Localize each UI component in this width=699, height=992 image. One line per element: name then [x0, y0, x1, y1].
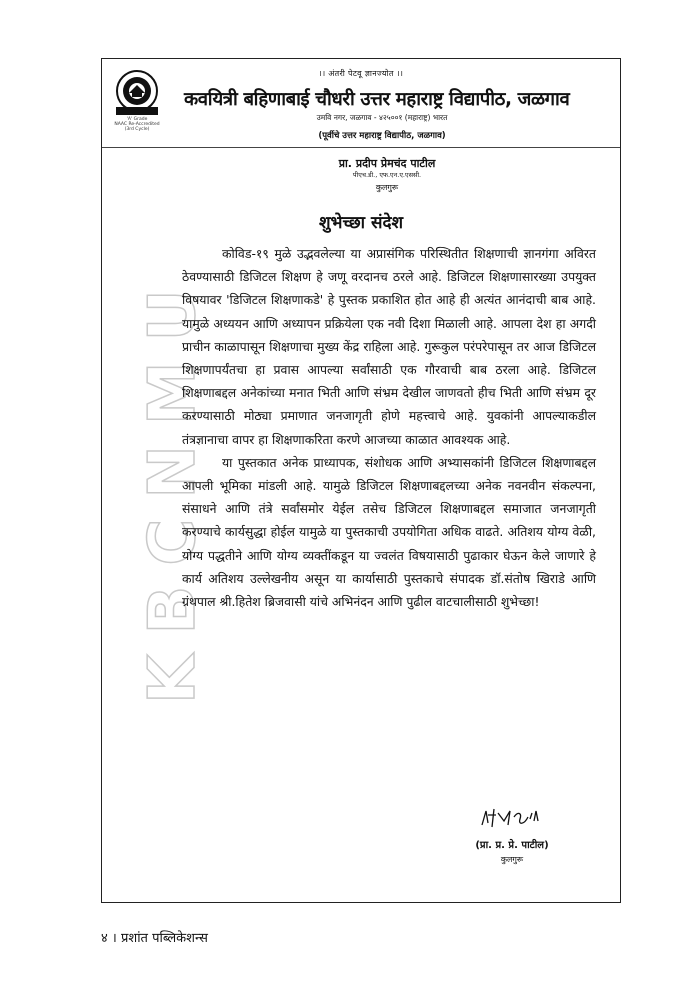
university-former-name: (पूर्वीचे उत्तर महाराष्ट्र विद्यापीठ, जळगाव)	[318, 131, 446, 141]
university-address: उमवि नगर, जळगाव - ४२५००१ (महाराष्ट्र) भारत	[316, 113, 448, 122]
vice-chancellor-title: कुलगुरू	[375, 183, 399, 192]
vice-chancellor-degree: पीएच.डी., एफ.एन.ए.एससी.	[352, 171, 422, 179]
letter-frame	[101, 58, 621, 903]
logo-caption-cycle: (3rd Cycle)	[124, 127, 150, 132]
logo-caption-naac: NAAC Re-Accredited	[114, 122, 160, 127]
signature-icon	[478, 803, 558, 833]
university-name: कवयित्री बहिणाबाई चौधरी उत्तर महाराष्ट्र विद्यापीठ, जळगाव	[184, 89, 570, 110]
logo-caption-grade: 'A' Grade	[126, 117, 148, 122]
message-paragraph: या पुस्तकात अनेक प्राध्यापक, संशोधक आणि अभ्यासकांनी डिजिटल शिक्षणाबद्दल आपली भूमिका मांडली आहे. यामुळे डिजिटल शिक्षणाबद्दलच्या अनेक नवनवीन संकल्पना, संसाधने आणि तंत्रे सर्वांसमोर येईल तसेच डिजिटल शिक्षणाबद्दल समाजात जनजागृती करण्याचे कार्यसुद्धा होईल यामुळे या पुस्तकाची उपयोगिता अधिक वाढते. अतिशय योग्य वेळी, योग्य पद्धतीने आणि योग्य व्यक्तींकडून या ज्वलंत विषयासाठी पुढाकार घेऊन केले जाणारे हे कार्य अतिशय उल्लेखनीय असून या कार्यासाठी पुस्तकाचे संपादक डॉ.संतोष खिराडे आणि ग्रंथपाल श्री.हितेश ब्रिजवासी यांचे अभिनंदन आणि पुढील वाटचालीसाठी शुभेच्छा!	[182, 454, 596, 610]
page-footer: ४ । प्रशांत पब्लिकेशन्स	[101, 931, 208, 946]
signatory-title: कुलगुरू	[500, 855, 524, 864]
kbcnmu-watermark: KBCNMU	[136, 269, 210, 704]
university-emblem-icon	[112, 69, 162, 117]
vice-chancellor-name: प्रा. प्रदीप प्रेमचंद पाटील	[338, 157, 436, 170]
message-body	[182, 242, 596, 613]
handwritten-signature	[478, 803, 558, 833]
university-motto: ।। अंतरी पेटवू ज्ञानज्योत ।।	[318, 69, 404, 78]
letterhead-divider	[102, 147, 620, 148]
message-heading: शुभेच्छा संदेश	[318, 213, 404, 233]
signatory-name: (प्रा. प्र. प्रे. पाटील)	[475, 840, 549, 851]
university-logo	[112, 69, 162, 133]
message-paragraph: कोविड-१९ मुळे उद्भवलेल्या या अप्रासंगिक परिस्थितीत शिक्षणाची ज्ञानगंगा अविरत ठेवण्यासाठी डिजिटल शिक्षण हे जणू वरदानच ठरले आहे. डिजिटल शिक्षणासारख्या उपयुक्त विषयावर 'डिजिटल शिक्षणाकडे' हे पुस्तक प्रकाशित होत आहे ही अत्यंत आनंदाची बाब आहे. यामुळे अध्ययन आणि अध्यापन प्रक्रियेला एक नवी दिशा मिळाली आहे. आपला देश हा अगदी प्राचीन काळापासून शिक्षणाचा मुख्य केंद्र राहिला आहे. गुरूकुल परंपरेपासून तर आज डिजिटल शिक्षणापर्यंतचा हा प्रवास आपल्या सर्वांसाठी एक गौरवाची बाब ठरला आहे. डिजिटल शिक्षणाबद्दल अनेकांच्या मनात भिती आणि संभ्रम देखील जाणवतो हीच भिती आणि संभ्रम दूर करण्यासाठी मोठ्या प्रमाणात जनजागृती होणे महत्त्वाचे आहे. युवकांनी आपल्याकडील तंत्रज्ञानाचा वापर हा शिक्षणाकरिता करणे आजच्या काळात आवश्यक आहे.	[182, 246, 596, 447]
